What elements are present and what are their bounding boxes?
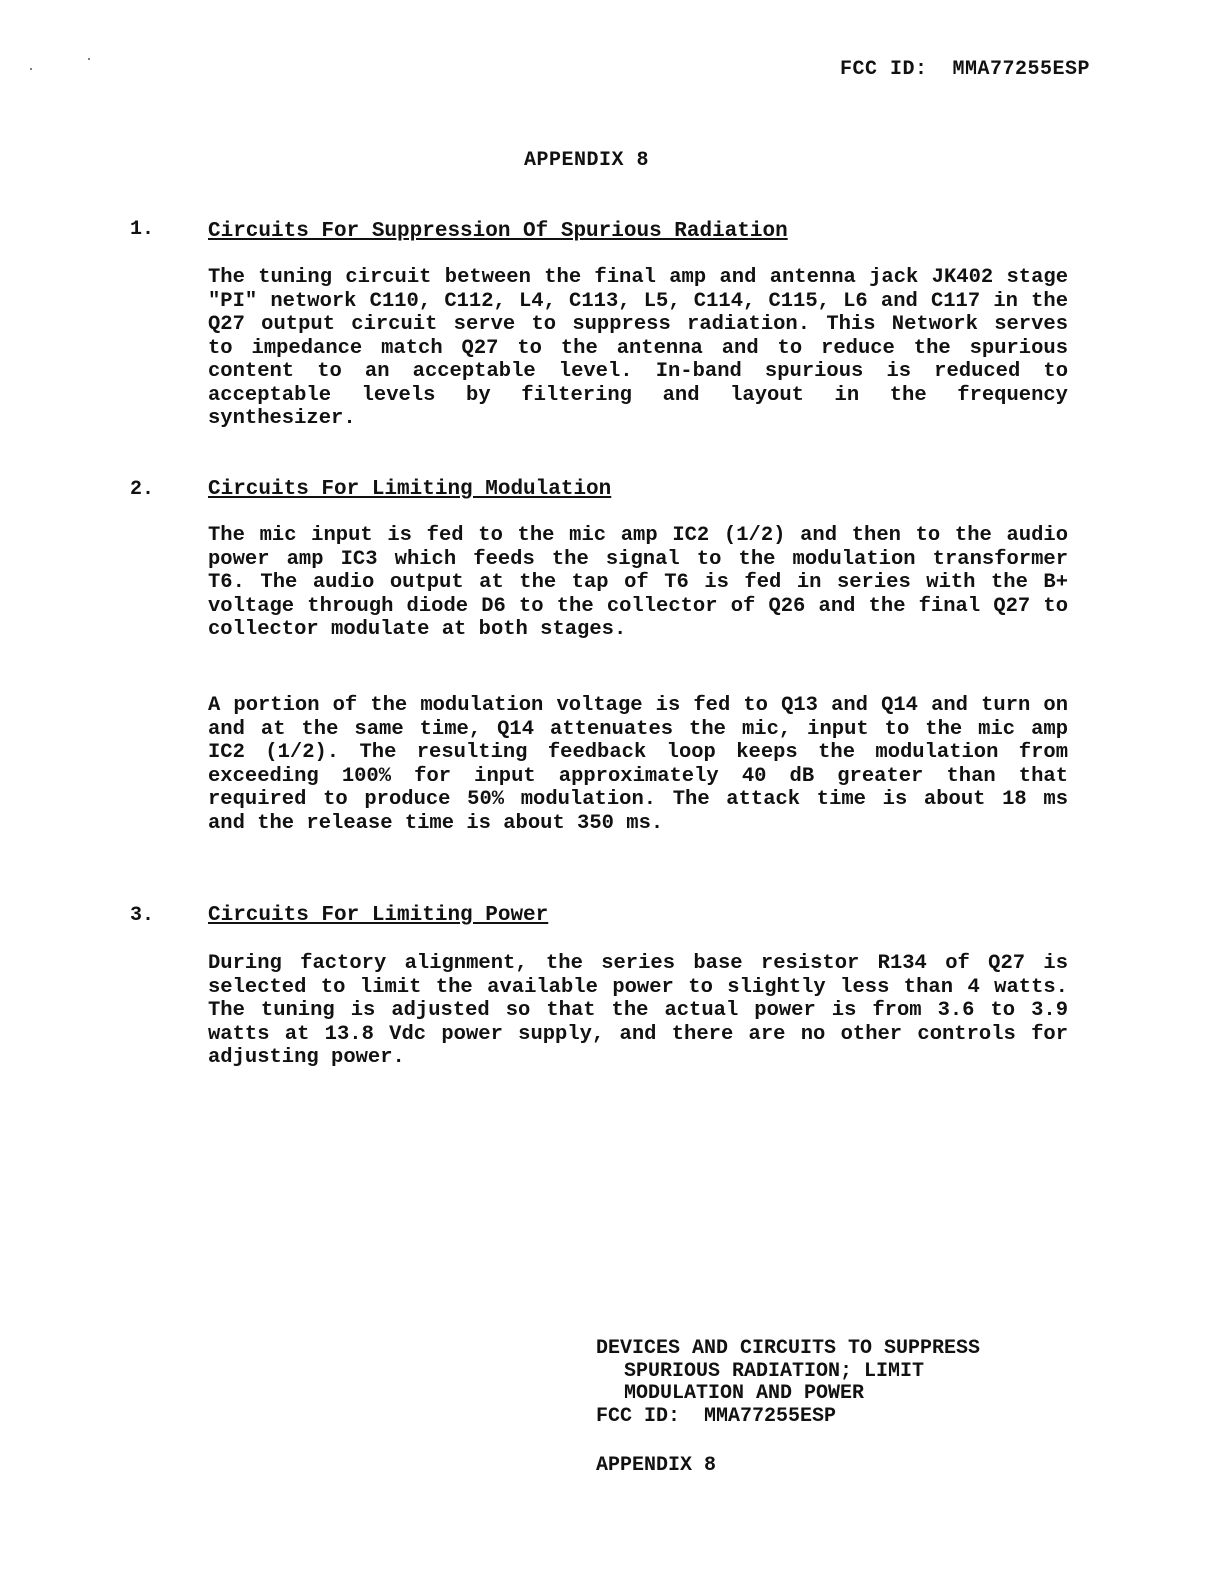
footer-line: SPURIOUS RADIATION; LIMIT (624, 1359, 925, 1383)
footer-line: MODULATION AND POWER (624, 1382, 865, 1405)
scan-speck (88, 58, 90, 60)
section-number: 3. (130, 904, 155, 927)
section-paragraph: The tuning circuit between the final amp and antenna jack JK402 stage "PI" network C110, C112, L4, C113, L5, C114, C115, L6 and C117 in the Q27 output circuit serve to suppress radiation. This Network serves to impedance match Q27 to the antenna and to reduce the spurious content to an acceptable level. In-band spurious is reduced to acceptable levels by filtering and layout in the frequency synthesizer. (208, 266, 1068, 430)
section-paragraph: During factory alignment, the series base resistor R134 of Q27 is selected to limit the available power to slightly less than 4 watts. The tuning is adjusted so that the actual power is from 3.6 to 3.9 watts at 13.8 Vdc power supply, and there are no other controls for adjusting power. (208, 952, 1068, 1069)
page-title: APPENDIX 8 (524, 149, 650, 172)
footer-fcc-id: FCC ID: MMA77255ESP (596, 1404, 837, 1428)
section-number: 1. (130, 218, 155, 241)
section-number: 2. (130, 478, 155, 501)
section-heading: Circuits For Limiting Power (208, 904, 549, 927)
footer-line: DEVICES AND CIRCUITS TO SUPPRESS (596, 1337, 981, 1360)
section-heading: Circuits For Limiting Modulation (208, 478, 612, 501)
scan-speck (30, 68, 32, 70)
footer-appendix: APPENDIX 8 (596, 1454, 717, 1477)
section-paragraph: The mic input is fed to the mic amp IC2 (1/2) and then to the audio power amp IC3 which feeds the signal to the modulation transformer T6. The audio output at the tap of T6 is fed in series with the B+ voltage through diode D6 to the collector of Q26 and the final Q27 to collector modulate at both stages. (208, 524, 1068, 641)
header-fcc-id: FCC ID: MMA77255ESP (840, 58, 1091, 81)
section-paragraph: A portion of the modulation voltage is fed to Q13 and Q14 and turn on and at the same time, Q14 attenuates the mic, input to the mic amp IC2 (1/2). The resulting feedback loop keeps the modulation from exceeding 100% for input approximately 40 dB greater than that required to produce 50% modulation. The attack time is about 18 ms and the release time is about 350 ms. (208, 694, 1068, 835)
footer-caption (596, 1338, 980, 1428)
section-heading: Circuits For Suppression Of Spurious Radiation (208, 220, 788, 243)
